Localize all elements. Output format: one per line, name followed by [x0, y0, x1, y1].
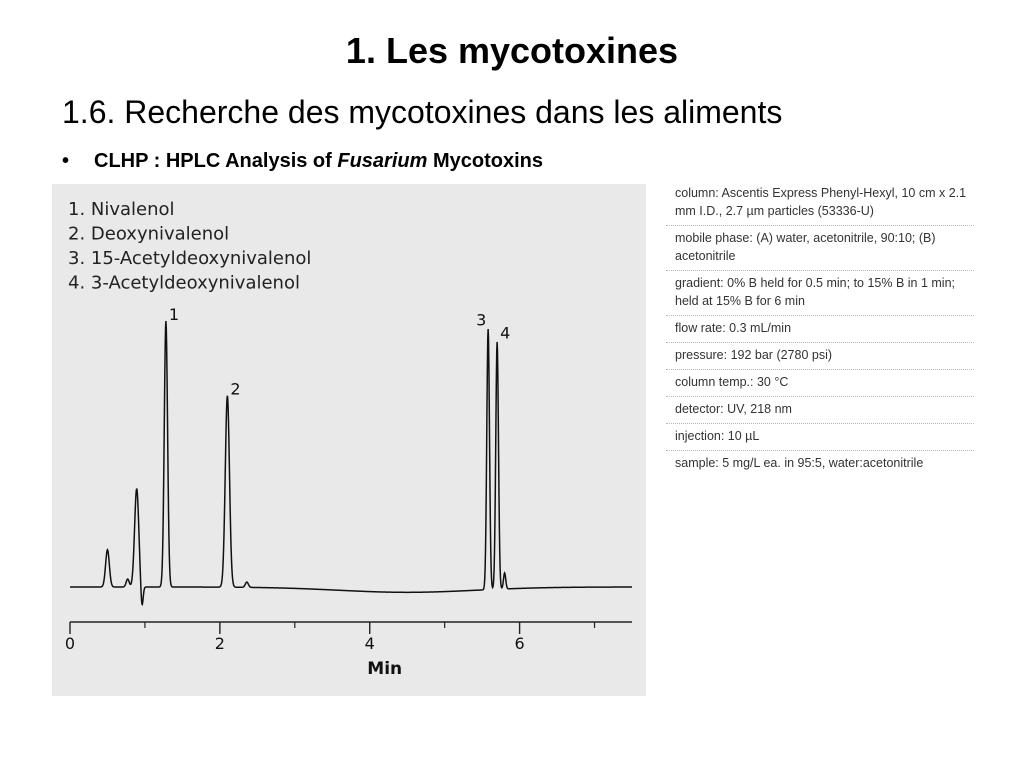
- bullet-text-suffix: Mycotoxins: [427, 150, 543, 172]
- legend-entry: 1. Nivalenol: [68, 199, 175, 220]
- peak-label: 4: [500, 323, 511, 343]
- chromatogram-chart: [52, 184, 646, 696]
- bullet-text-prefix: CLHP : HPLC Analysis of: [94, 150, 338, 172]
- legend-entry: 3. 15-Acetyldeoxynivalenol: [68, 248, 312, 269]
- condition-item: column temp.: 30 °C: [666, 370, 974, 397]
- bullet-text-italic: Fusarium: [337, 150, 428, 172]
- peak-label: 2: [230, 379, 241, 399]
- condition-item: injection: 10 µL: [666, 424, 974, 451]
- condition-item: pressure: 192 bar (2780 psi): [666, 343, 974, 370]
- x-axis-label: Min: [367, 659, 403, 679]
- chromatogram-trace: [70, 321, 632, 604]
- x-tick-label: 0: [64, 634, 76, 653]
- condition-item: gradient: 0% B held for 0.5 min; to 15% B in 1 min; held at 15% B for 6 min: [666, 271, 974, 316]
- x-tick-label: 4: [364, 634, 375, 653]
- bullet-item: [62, 150, 543, 173]
- x-tick-label: 2: [214, 634, 225, 653]
- conditions-list: [666, 181, 974, 477]
- legend-entry: 2. Deoxynivalenol: [68, 223, 230, 245]
- peak-label: 1: [168, 305, 180, 324]
- slide-title: 1. Les mycotoxines: [345, 30, 679, 71]
- condition-item: flow rate: 0.3 mL/min: [666, 316, 974, 343]
- condition-item: sample: 5 mg/L ea. in 95:5, water:acetonitrile: [675, 456, 924, 470]
- peak-label: 3: [476, 310, 487, 330]
- legend-entry: 4. 3-Acetyldeoxynivalenol: [68, 272, 300, 294]
- bullet-symbol: •: [62, 150, 70, 172]
- slide-subtitle: 1.6. Recherche des mycotoxines dans les aliments: [62, 94, 783, 130]
- chromatogram-panel: [52, 184, 646, 696]
- condition-item: column: Ascentis Express Phenyl-Hexyl, 10 cm x 2.1 mm I.D., 2.7 µm particles (53336-U): [666, 181, 974, 226]
- condition-item: mobile phase: (A) water, acetonitrile, 90:10; (B) acetonitrile: [666, 226, 974, 271]
- x-tick-label: 6: [514, 634, 525, 653]
- condition-item: detector: UV, 218 nm: [666, 397, 974, 424]
